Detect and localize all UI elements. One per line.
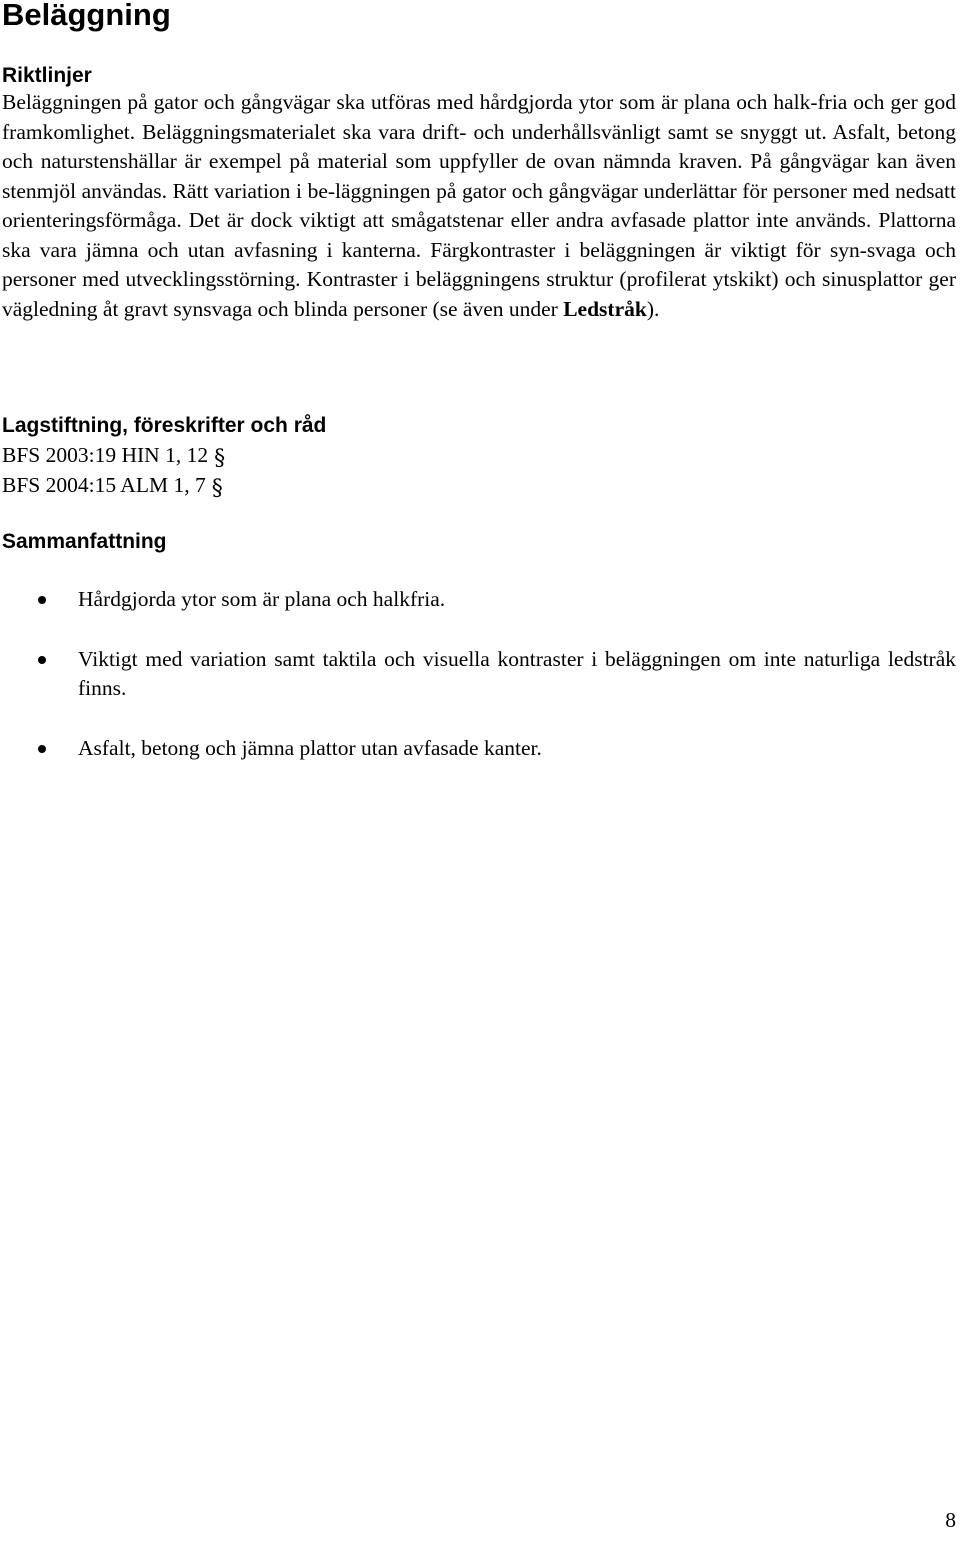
list-item [0,585,956,614]
riktlinjer-text: Beläggningen på gator och gångvägar ska utföras med hårdgjorda ytor som är plana och halk-fria och ger god framkomlighet. Beläggningsmaterialet ska vara drift- och underhållsvänligt samt se snyggt ut. Asfalt, betong och naturstenshällar är exempel på material som uppfyller de ovan nämnda kraven. På gångvägar kan även stenmjöl användas. Rätt variation i be-läggningen på gator och gångvägar underlättar för personer med nedsatt orienteringsförmåga. Det är dock viktigt att smågatstenar eller andra avfasade plattor inte används. Plattorna ska vara jämna och utan avfasning i kanterna. Färgkontraster i beläggningen är viktigt för syn-svaga och personer med utvecklingsstörning. Kontraster i beläggningens struktur (profilerat ytskikt) och sinusplattor ger vägledning åt gravt synsvaga och blinda personer (se även under [2,90,956,321]
bullet-icon [38,745,46,753]
regulation-ref-2 [2,471,223,503]
list-item [0,734,956,763]
list-item-text: Asfalt, betong och jämna plattor utan avfasade kanter. [78,736,542,760]
bullet-icon [38,596,46,604]
page-number: 8 [945,1508,956,1532]
summary-list [0,585,960,763]
page-title: Beläggning [2,0,171,32]
regulation-ref-text: BFS 2003:19 HIN 1, 12 [2,443,209,467]
riktlinjer-paragraph [2,88,956,324]
list-item-text: Viktigt med variation samt taktila och visuella kontraster i beläggningen om inte naturliga ledstråk finns. [78,647,956,700]
list-item-text: Hårdgjorda ytor som är plana och halkfria. [78,587,446,611]
riktlinjer-text-end: ). [646,296,660,321]
bullet-icon [38,656,46,664]
regulation-ref-1 [2,441,225,473]
list-item [0,645,956,703]
heading-sammanfattning: Sammanfattning [2,530,167,553]
regulation-ref-text: BFS 2004:15 ALM 1, 7 [2,473,206,497]
heading-riktlinjer: Riktlinjer [2,64,92,87]
section-sign-icon: § [214,446,226,471]
section-sign-icon: § [211,476,223,501]
ledstrak-reference: Ledstråk [563,296,647,321]
heading-lagstiftning: Lagstiftning, föreskrifter och råd [2,414,327,437]
